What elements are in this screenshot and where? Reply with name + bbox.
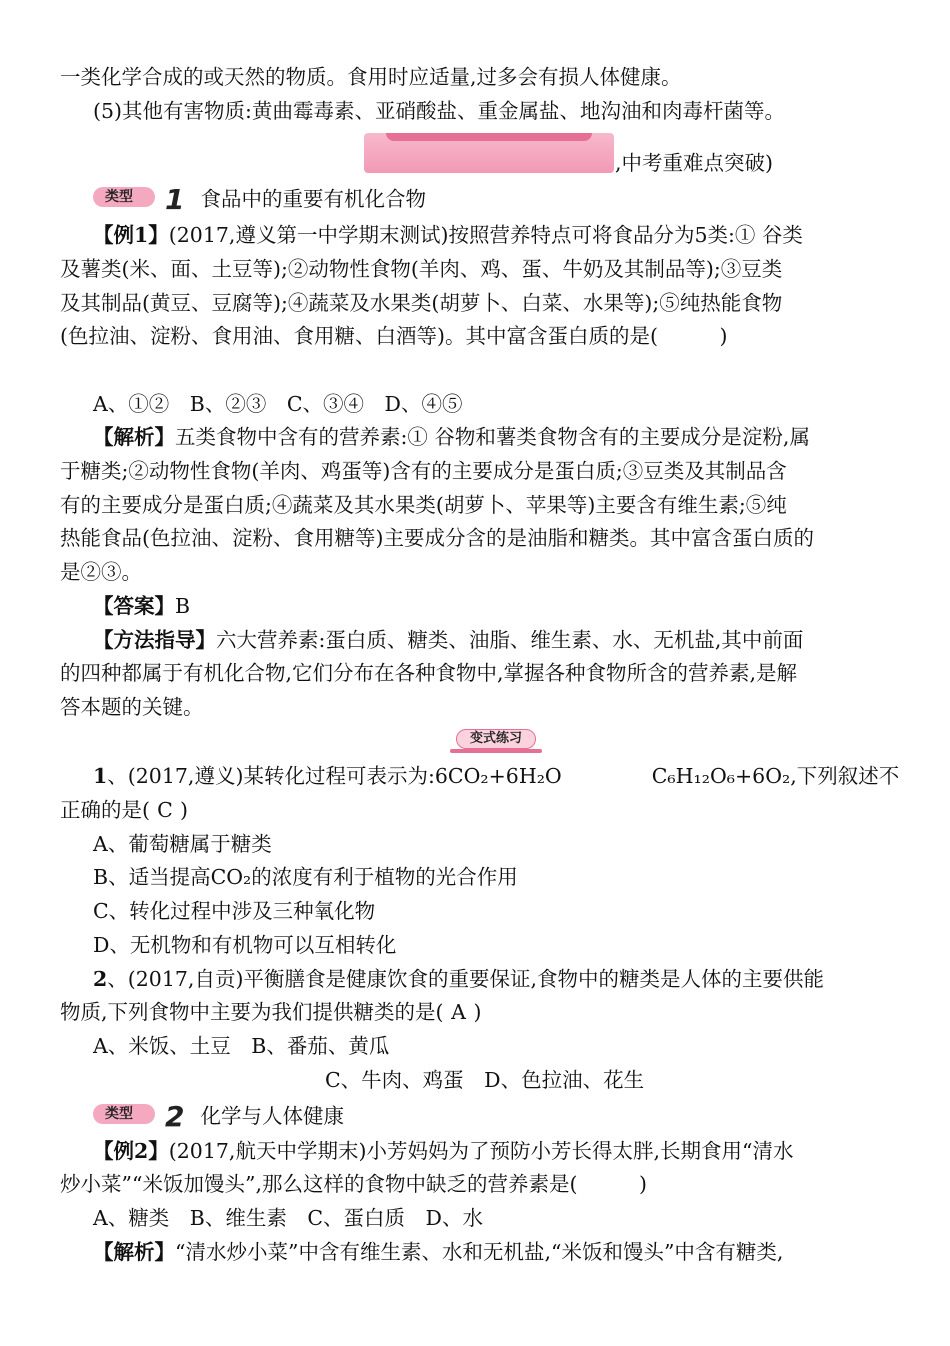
question2-options: C、牛肉、鸡蛋 D、色拉油、花生	[325, 1068, 645, 1092]
method-line: 的四种都属于有机化合物,它们分布在各种食物中,掌握各种食物所含的营养素,是解	[60, 661, 798, 685]
type-badge: 类型	[93, 1102, 155, 1126]
example1-line: 及薯类(米、面、土豆等);②动物性食物(羊肉、鸡、蛋、牛奶及其制品等);③豆类	[60, 257, 783, 281]
example2-line: 炒小菜”“米饭加馒头”,那么这样的食物中缺乏的营养素是( )	[60, 1172, 647, 1196]
banner-caption: ,中考重难点突破)	[615, 151, 774, 175]
example1-line: (色拉油、淀粉、食用油、食用糖、白酒等)。其中富含蛋白质的是( )	[60, 324, 728, 348]
practice-badge: 变式练习	[450, 727, 542, 751]
section-banner	[364, 133, 614, 173]
analysis-line: 热能食品(色拉油、淀粉、食用糖等)主要成分含的是油脂和糖类。其中富含蛋白质的	[60, 526, 814, 550]
example2-options: A、糖类 B、维生素 C、蛋白质 D、水	[93, 1206, 483, 1230]
analysis-line: 于糖类;②动物性食物(羊肉、鸡蛋等)含有的主要成分是蛋白质;③豆类及其制品含	[60, 459, 787, 483]
question2-line: 物质,下列食物中主要为我们提供糖类的是( A )	[60, 997, 895, 1027]
example2-line: 【例2】(2017,航天中学期末)小芳妈妈为了预防小芳长得太胖,长期食用“清水	[93, 1139, 794, 1163]
analysis-line: 是②③。	[60, 560, 142, 584]
question1-line: 1、(2017,遵义)某转化过程可表示为:6CO₂+6H₂O C₆H₁₂O₆+6O₂,下列叙述不	[93, 764, 900, 788]
answer-blank: A	[451, 1000, 466, 1024]
text-line: (5)其他有害物质:黄曲霉毒素、亚硝酸盐、重金属盐、地沟油和肉毒杆菌等。	[93, 99, 785, 123]
analysis-line: 【解析】五类食物中含有的营养素:① 谷物和薯类食物含有的主要成分是淀粉,属	[93, 425, 810, 449]
type1-heading	[93, 184, 895, 214]
question1-option: C、转化过程中涉及三种氧化物	[93, 899, 376, 923]
type-title: 化学与人体健康	[200, 1104, 344, 1128]
example1-options: A、①② B、②③ C、③④ D、④⑤	[93, 392, 463, 416]
question1-option: D、无机物和有机物可以互相转化	[93, 933, 397, 957]
type2-heading	[93, 1101, 895, 1131]
question2-line: 2、(2017,自贡)平衡膳食是健康饮食的重要保证,食物中的糖类是人体的主要供能	[93, 967, 824, 991]
method-line: 【方法指导】六大营养素:蛋白质、糖类、油脂、维生素、水、无机盐,其中前面	[93, 628, 804, 652]
type-number: 2	[165, 1100, 185, 1133]
text-line: 一类化学合成的或天然的物质。食用时应适量,过多会有损人体健康。	[60, 65, 682, 89]
answer-blank: C	[157, 798, 173, 822]
answer-line: 【答案】B	[93, 594, 191, 618]
question1-line: 正确的是( C )	[60, 795, 895, 825]
example1-line: 【例1】(2017,遵义第一中学期末测试)按照营养特点可将食品分为5类:① 谷类	[93, 223, 803, 247]
example1-line: 及其制品(黄豆、豆腐等);④蔬菜及水果类(胡萝卜、白菜、水果等);⑤纯热能食物	[60, 291, 783, 315]
method-line: 答本题的关键。	[60, 695, 204, 719]
type-badge: 类型	[93, 185, 155, 209]
question1-option: A、葡萄糖属于糖类	[93, 832, 272, 856]
analysis-line: 【解析】“清水炒小菜”中含有维生素、水和无机盐,“米饭和馒头”中含有糖类,	[93, 1240, 784, 1264]
type-title: 食品中的重要有机化合物	[200, 187, 426, 211]
analysis-line: 有的主要成分是蛋白质;④蔬菜及其水果类(胡萝卜、苹果等)主要含有维生素;⑤纯	[60, 493, 787, 517]
question2-options: A、米饭、土豆 B、番茄、黄瓜	[93, 1034, 390, 1058]
question1-option: B、适当提高CO₂的浓度有利于植物的光合作用	[93, 865, 518, 889]
type-number: 1	[165, 183, 185, 216]
